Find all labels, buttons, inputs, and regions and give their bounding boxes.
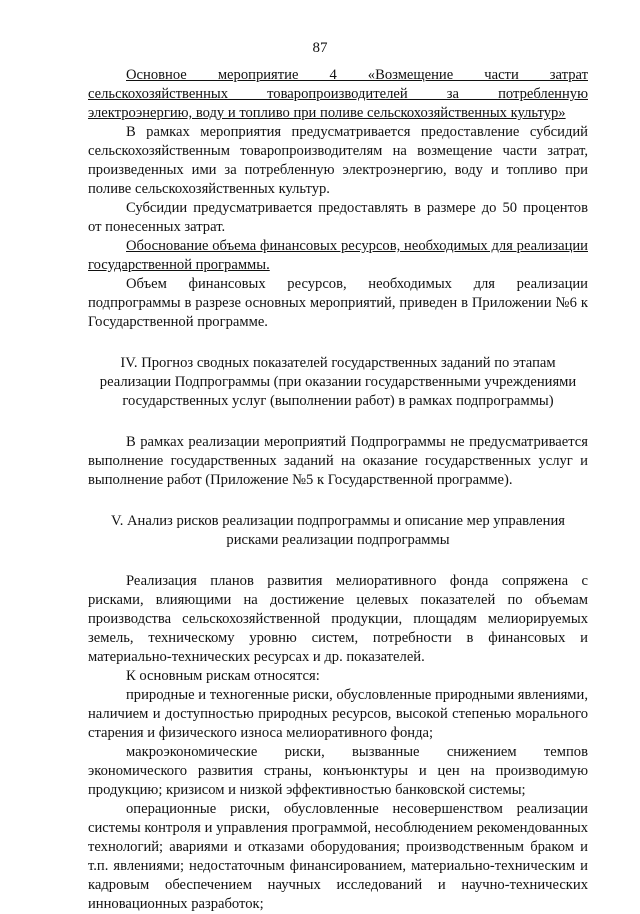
paragraph-risks-intro: Реализация планов развития мелиоративного фонда сопряжена с рисками, влияющими на достижение целевых показателей по объемам производства сельскохозяйственной продукции, площадям мелиорируемых земель, техническому уровню систем, потребности в финансовых и материально-технических ресурсах и др. показателей. [88,573,588,665]
document-body [88,66,588,914]
paragraph-activity-description: В рамках мероприятия предусматривается предоставление субсидий сельскохозяйственным товаропроизводителям на возмещение части затрат, произведенных ими за потребленную электроэнергию, воду и топливо при поливе сельскохозяйственных культур. [88,124,588,197]
section-title-financial-justification: Обоснование объема финансовых ресурсов, необходимых для реализации государственной программы. [88,238,588,273]
paragraph-main-risks: К основным рискам относятся: [126,668,320,684]
page-number: 87 [312,40,328,56]
paragraph-financial-volume: Объем финансовых ресурсов, необходимых для реализации подпрограммы в разрезе основных мероприятий, приведен в Приложении №6 к Государственной программе. [88,276,588,330]
heading-section-v: V. Анализ рисков реализации подпрограммы и описание мер управления рисками реализации подпрограммы [111,513,565,548]
heading-section-iv: IV. Прогноз сводных показателей государственных заданий по этапам реализации Подпрограммы (при оказании государственными учреждениями государственных услуг (выполнении работ) в рамках подпрограммы) [99,355,577,409]
paragraph-state-tasks: В рамках реализации мероприятий Подпрограммы не предусматривается выполнение государственных заданий на оказание государственных услуг и выполнение работ (Приложение №5 к Государственной программе). [88,434,588,488]
section-title-activity-4: Основное мероприятие 4 «Возмещение части затрат сельскохозяйственных товаропроизводителей за потребленную электроэнергию, воду и топливо при поливе сельскохозяйственных культур» [88,67,588,121]
paragraph-subsidy-size: Субсидии предусматривается предоставлять в размере до 50 процентов от понесенных затрат. [88,200,588,235]
paragraph-macro-risks: макроэкономические риски, вызванные снижением темпов экономического развития страны, конъюнктуры и цен на производимую продукцию; кризисом и низкой эффективностью банковской системы; [88,744,588,798]
paragraph-natural-risks: природные и техногенные риски, обусловленные природными явлениями, наличием и доступностью природных ресурсов, высокой степенью морального старения и физического износа мелиоративного фонда; [88,687,588,741]
paragraph-operational-risks: операционные риски, обусловленные несовершенством реализации системы контроля и управления программой, несоблюдением рекомендованных технологий; авариями и отказами оборудования; производственным браком и т.п. явлениями; недостаточным финансированием, материально-техническим и кадровым обеспечением научных исследований и научно-технических инновационных разработок; [88,801,588,912]
